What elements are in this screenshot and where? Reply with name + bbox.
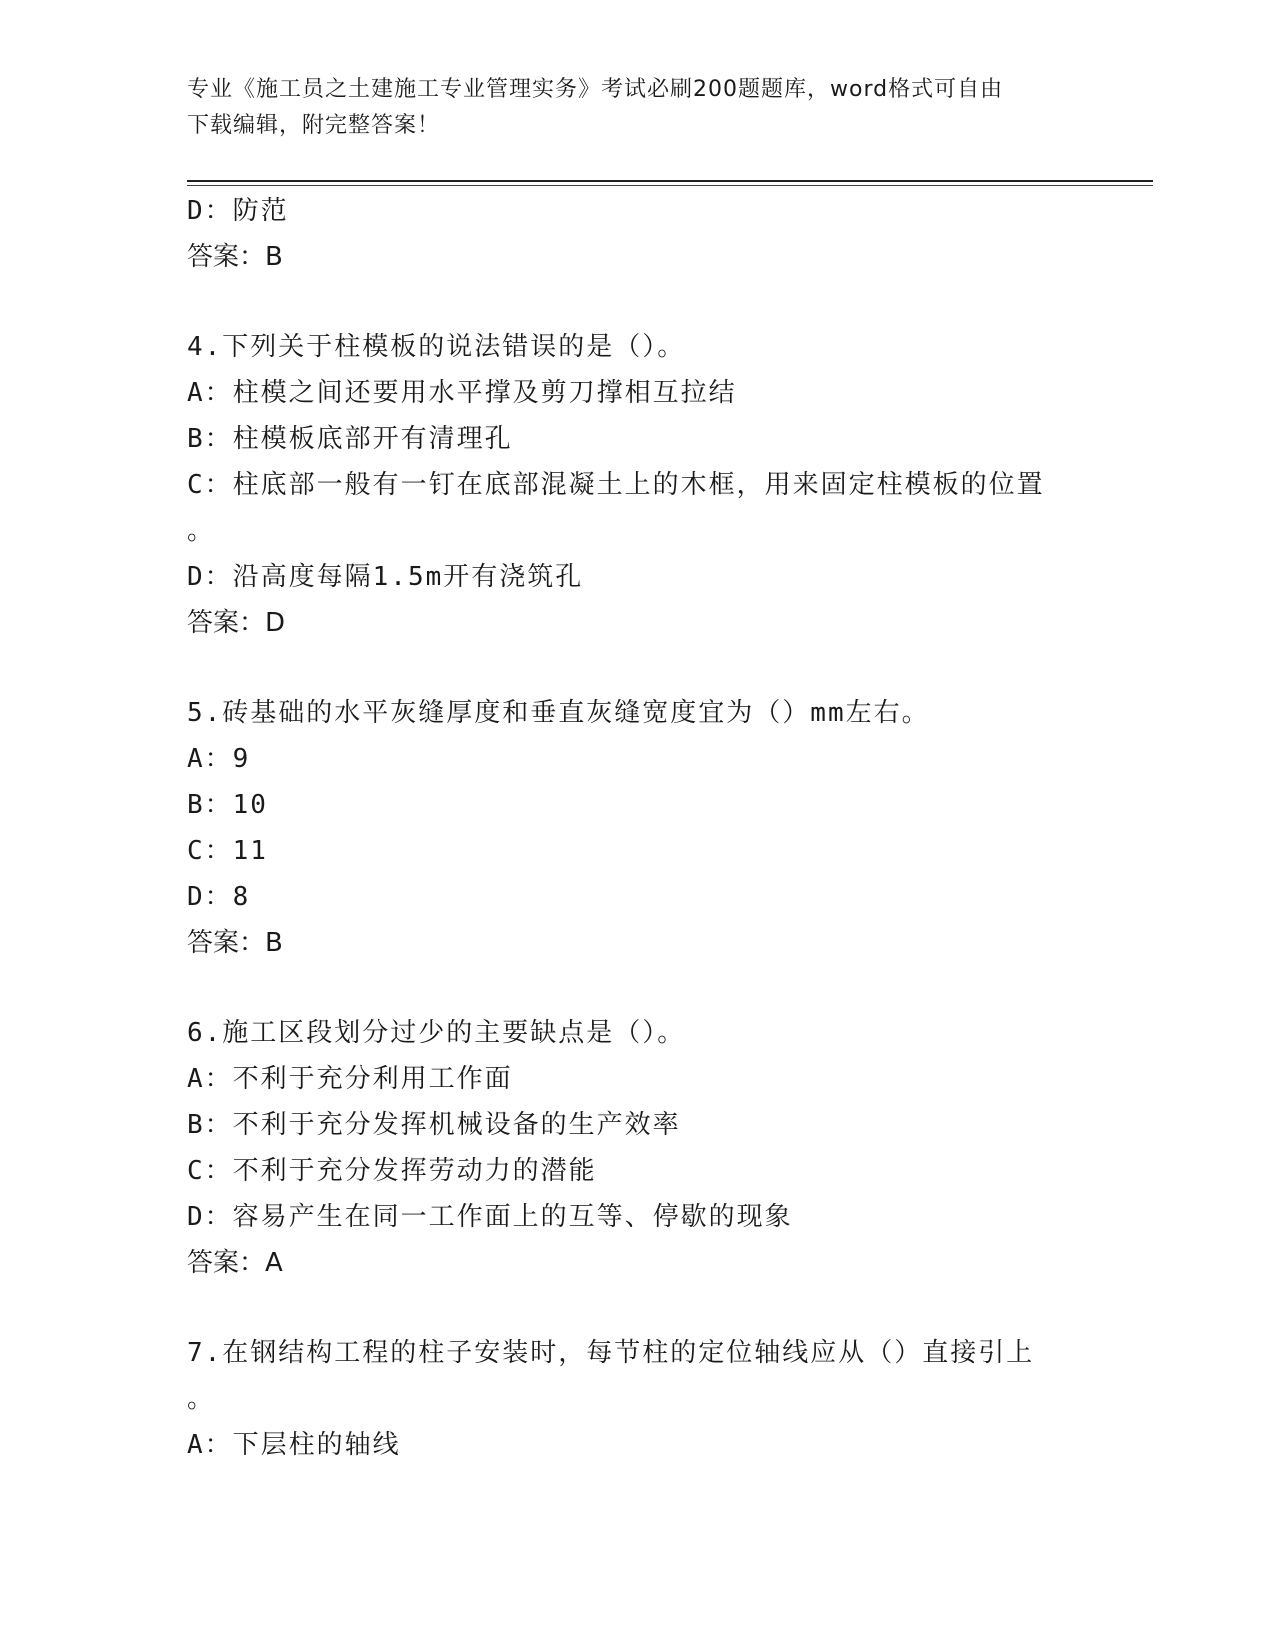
question-stem: 7.在钢结构工程的柱子安装时，每节柱的定位轴线应从（）直接引上 xyxy=(187,1338,1035,1368)
option-c: C：11 xyxy=(187,836,268,866)
prev-answer: 答案：B xyxy=(187,242,283,272)
question-stem: 4.下列关于柱模板的说法错误的是（）。 xyxy=(187,332,686,362)
option-b: B：10 xyxy=(187,790,268,820)
question-stem-continuation: 。 xyxy=(187,1384,216,1414)
option-a: A：柱模之间还要用水平撑及剪刀撑相互拉结 xyxy=(187,378,737,408)
header-divider xyxy=(187,180,1153,182)
prev-option-d: D：防范 xyxy=(187,196,289,226)
option-d: D：容易产生在同一工作面上的互等、停歇的现象 xyxy=(187,1202,793,1232)
question-stem: 6.施工区段划分过少的主要缺点是（）。 xyxy=(187,1018,686,1048)
answer: 答案：B xyxy=(187,928,283,958)
option-b: B：柱模板底部开有清理孔 xyxy=(187,424,513,454)
question-6 xyxy=(187,1010,1087,1286)
option-c: C：柱底部一般有一钉在底部混凝土上的木框，用来固定柱模板的位置 xyxy=(187,470,1045,500)
question-stem: 5.砖基础的水平灰缝厚度和垂直灰缝宽度宜为（）mm左右。 xyxy=(187,698,930,728)
header-divider-thin xyxy=(187,185,1153,186)
header-line-2: 下载编辑，附完整答案！ xyxy=(187,113,441,138)
answer: 答案：D xyxy=(187,608,286,638)
header-line-1: 专业《施工员之土建施工专业管理实务》考试必刷200题题库，word格式可自由 xyxy=(187,77,1004,102)
option-c: C：不利于充分发挥劳动力的潜能 xyxy=(187,1156,597,1186)
option-d: D：8 xyxy=(187,882,251,912)
answer: 答案：A xyxy=(187,1248,283,1278)
question-4 xyxy=(187,324,1087,646)
option-d: D：沿高度每隔1.5m开有浇筑孔 xyxy=(187,562,584,592)
document-header xyxy=(187,72,1087,144)
option-c-continuation: 。 xyxy=(187,516,216,546)
option-b: B：不利于充分发挥机械设备的生产效率 xyxy=(187,1110,681,1140)
option-a: A：下层柱的轴线 xyxy=(187,1430,401,1460)
option-a: A：9 xyxy=(187,744,251,774)
option-a: A：不利于充分利用工作面 xyxy=(187,1064,513,1094)
document-body xyxy=(187,188,1087,1468)
question-5 xyxy=(187,690,1087,966)
question-7 xyxy=(187,1330,1087,1468)
